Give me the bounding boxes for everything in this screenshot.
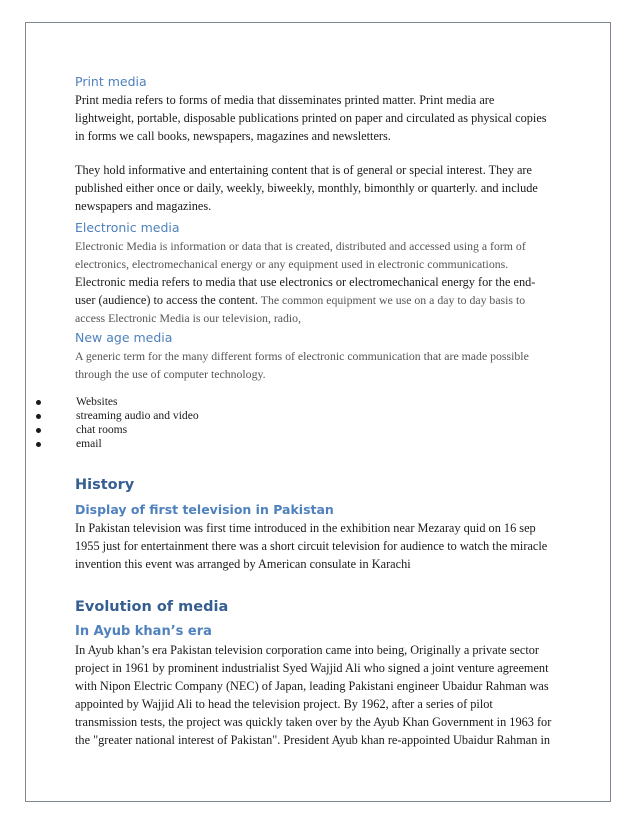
list-item-label: email bbox=[76, 437, 102, 450]
ayub-era-heading: In Ayub khan’s era bbox=[75, 624, 212, 639]
print-media-line: newspapers and magazines. bbox=[75, 199, 212, 213]
bullet-icon bbox=[36, 400, 41, 405]
electronic-media-line: Electronic Media is information or data that is created, distributed and accessed using a form of bbox=[75, 239, 526, 253]
evolution-line: In Ayub khan’s era Pakistan television corporation came into being, Originally a private sector bbox=[75, 643, 539, 657]
evolution-subsection bbox=[75, 623, 555, 749]
history-section bbox=[75, 475, 555, 495]
evolution-section bbox=[75, 597, 555, 617]
history-line: In Pakistan television was first time introduced in the exhibition near Mezaray quid on 16 sep bbox=[75, 521, 536, 535]
history-subheading: Display of first television in Pakistan bbox=[75, 502, 334, 517]
print-media-line: in forms we call books, newspapers, magazines and newsletters. bbox=[75, 129, 391, 143]
electronic-media-line: electronics, electromechanical energy or any equipment used in electronic communications. bbox=[75, 257, 509, 271]
new-age-media-heading: New age media bbox=[75, 330, 173, 345]
history-line: 1955 just for entertainment there was a short circuit television for audience to watch the miracle bbox=[75, 539, 548, 553]
history-heading: History bbox=[75, 477, 135, 493]
list-item bbox=[36, 437, 199, 451]
bullet-icon bbox=[36, 414, 41, 419]
print-media-heading: Print media bbox=[75, 74, 147, 89]
list-item bbox=[36, 395, 199, 409]
electronic-media-section bbox=[75, 219, 555, 327]
evolution-line: the "greater national interest of Pakistan". President Ayub khan re-appointed Ubaidur Rahman in bbox=[75, 733, 551, 747]
history-subsection bbox=[75, 501, 555, 573]
print-media-line: published either once or daily, weekly, biweekly, monthly, bimonthly or quarterly. and include bbox=[75, 181, 538, 195]
bullet-icon bbox=[36, 442, 41, 447]
evolution-line: transmission tests, the project was quickly taken over by the Ayub Khan Government in 1963 for bbox=[75, 715, 552, 729]
list-item-label: chat rooms bbox=[76, 423, 128, 436]
list-item-label: Websites bbox=[76, 395, 118, 408]
list-item bbox=[36, 409, 199, 423]
print-media-line: Print media refers to forms of media that disseminates printed matter. Print media are bbox=[75, 93, 495, 107]
evolution-line: appointed by Wajjid Ali to head the television project. By 1962, after a series of pilot bbox=[75, 697, 493, 711]
evolution-line: with Nipon Electric Company (NEC) of Japan, leading Pakistani engineer Ubaidur Rahman was bbox=[75, 679, 549, 693]
print-media-line: lightweight, portable, disposable publications printed on paper and circulated as physical copies bbox=[75, 111, 547, 125]
electronic-media-line-mixed bbox=[75, 291, 555, 309]
print-media-section bbox=[75, 73, 555, 145]
electronic-media-line: access Electronic Media is our television, radio, bbox=[75, 311, 302, 325]
new-age-media-list bbox=[36, 395, 199, 451]
history-line: invention this event was arranged by American consulate in Karachi bbox=[75, 557, 411, 571]
electronic-media-line: Electronic media refers to media that use electronics or electromechanical energy for the end- bbox=[75, 275, 536, 289]
evolution-heading: Evolution of media bbox=[75, 599, 229, 615]
new-age-media-line: through the use of computer technology. bbox=[75, 367, 266, 381]
list-item bbox=[36, 423, 199, 437]
print-media-line: They hold informative and entertaining content that is of general or special interest. They are bbox=[75, 163, 532, 177]
new-age-media-line: A generic term for the many different forms of electronic communication that are made possible bbox=[75, 349, 529, 363]
electronic-media-text: user (audience) to access the content. bbox=[75, 293, 259, 307]
evolution-line: project in 1961 by prominent industrialist Syed Wajjid Ali who signed a joint venture agreement bbox=[75, 661, 549, 675]
print-media-paragraph-2 bbox=[75, 161, 555, 215]
electronic-media-text: The common equipment we use on a day to day basis to bbox=[258, 293, 526, 307]
bullet-icon bbox=[36, 428, 41, 433]
new-age-media-section bbox=[75, 329, 555, 383]
list-item-label: streaming audio and video bbox=[76, 409, 199, 422]
electronic-media-heading: Electronic media bbox=[75, 220, 180, 235]
